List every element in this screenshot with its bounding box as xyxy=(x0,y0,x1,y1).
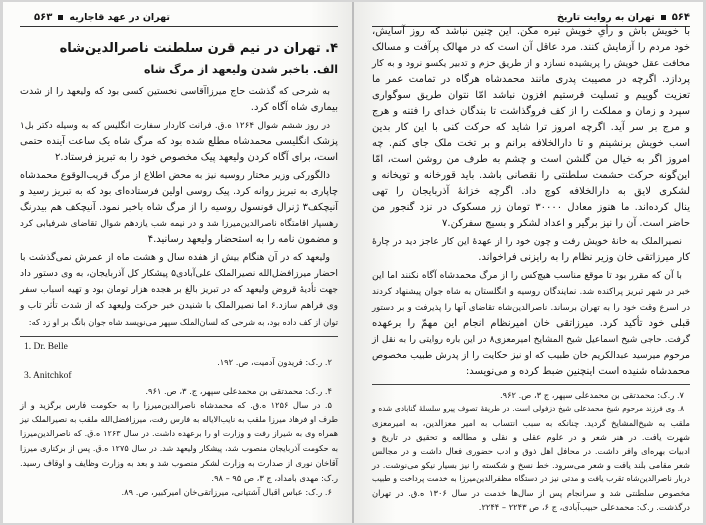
text-line: احضار میرزافضل‌الله نصیرالملک علی‌آبادی۵ پیشکار کل آذربایجان، به وی دستور داد xyxy=(20,268,338,279)
page-number: ۵۶۳ xyxy=(34,12,53,23)
text-line: اسب خویش برنشینم و تا دارالخلافه برانم و بر تخت ملک جای کنم. چه xyxy=(372,138,690,149)
right-page xyxy=(354,2,703,523)
running-title: تهران به روایت تاریخ xyxy=(557,12,655,23)
text-line: خود مردم را آزمایش کنند. مرد عاقل آن است که در مهالک پرآفت و مسالک xyxy=(372,42,690,53)
text-line: گرفت. حاجی شیخ اسماعیل شیخ المشایخ امیرمعزی۸ در این باره روایتی را به نقل از xyxy=(372,335,691,345)
text-line: و مضمون نامه را به استحضار ولیعهد رسانید.۴ xyxy=(147,234,338,245)
text-line: رهسپار اقامتگاه ناصرالدین‌میرزا شد و در نیمه شب یازدهم شوال تقاضای شرفیابی کرد xyxy=(20,219,338,229)
footnote-line: ۸. وی فرزند مرحوم شیخ محمدعلی شیخ دزفولی است. در طریقهٔ تصوف پیرو سلسلهٔ گنابادی شده و xyxy=(372,404,684,413)
text-line: به شرحی که گذشت حاج میرزاآقاسی نخستین کسی بود که ولیعهد را از شدت xyxy=(20,86,330,97)
paragraph xyxy=(20,118,338,166)
footnote xyxy=(372,402,690,514)
header-square-ornament xyxy=(58,15,63,20)
text-line: آنیچکف۳ ژنرال قونسول روسیه را از مرگ شاه باخبر نمود. آنیچکف هم بیدرنگ xyxy=(20,202,338,213)
footnote-line: همراه وی به شیراز رفت و وزارت او را برعهده داشت. در سال ۱۲۶۳ ه.ق. که ناصرالدین‌میرزا xyxy=(20,429,339,438)
text-line: پردازد. اگرچه در مصیبت پدری مانند محمدشاه هرگاه در تمامت عمر ما xyxy=(372,74,690,85)
footnote-rule xyxy=(372,384,690,385)
text-line: کار میرزاتقی خان وزیر نظام را به رایزنی فراخواند. xyxy=(478,252,690,263)
text-line: لشکری لایق به دارالخلافه کوچ داد. اگرچه خزانهٔ آذربایجان را تهی xyxy=(372,186,690,197)
footnote-line: 3. Anitchkof xyxy=(24,371,72,381)
page-number: ۵۶۴ xyxy=(671,12,690,23)
text-line: در روز ششم شوال ۱۲۶۴ ه.ق. فرانت کاردار سفارت انگلیس که به وسیله دکتر بل۱ xyxy=(20,121,330,131)
text-line: قبلی خود تأکید کرد. میرزاتقی خان امیرنظام انجام این مهمّ را برعهده xyxy=(372,318,690,329)
footnote-line: شهرت یافت. در هنر شعر و در علوم عقلی و نقلی و مطالعه و تحقیق در تاریخ و xyxy=(372,432,690,442)
left-page-body xyxy=(20,84,338,330)
footnote xyxy=(20,355,338,370)
text-line: خبر در شهر تبریز پراکنده شد. نمایندگان روسیه و انگلستان به شاه جوان پیشنهاد کردند xyxy=(372,287,690,297)
text-line: با آن که مقرر بود تا موقع مناسب هیچ‌کس را از مرگ محمدشاه آگاه نکنند اما این xyxy=(372,270,682,281)
text-line: دالگورکی وزیر مختار روسیه نیز به محض اطلاع از مرگ قریب‌الوقوع محمدشاه xyxy=(20,170,330,181)
footnote-line: 1. Dr. Belle xyxy=(24,342,68,352)
text-line: این‌گونه حرکت حشمت سلطنتی را نقصانی باشد. باید قورخانه و توپخانه و xyxy=(372,170,690,181)
text-line: در اسرع وقت خود را به تهران برساند. ناصرالدین‌شاه تقاضای آنها را پذیرفت و بر دستور xyxy=(372,303,690,313)
text-line: و مرج بر سر آید. اگرچه امروز ترا شاید که حرکت کنی با این کار بدین xyxy=(372,122,690,133)
footnote xyxy=(20,485,338,500)
footnote xyxy=(372,388,690,402)
subsection-heading: الف. باخبر شدن ولیعهد از مرگ شاه xyxy=(144,63,338,76)
text-line: با خویش باش و رأیِ خویش تیره مکن. این چنین نباشد که روز آسایش، xyxy=(372,26,690,37)
footnote xyxy=(20,369,338,384)
text-line: چاپاری به تبریز روانه کرد. پیک روسی اولین فرستاده‌ای بود که به تبریز رسید و xyxy=(20,186,338,197)
footnote-line: آقاخان نوری از صدارت به وزارت لشکر منصوب شد و بعد به وزارت وظایف و اوقاف رسید. xyxy=(20,458,338,468)
footnote-line: به حکومت آذربایجان منصوب شد، پیشکار ولیعهد شد. در سال ۱۲۷۵ ه.ق. پس از برکناری میرزا xyxy=(20,443,338,453)
footnote-line: ملقب به شیخ‌المشایخ گردید. چنانکه به سبب انتساب به امیر معزالدین، به امیرمعزی xyxy=(372,418,690,428)
footnote-line: ۷. ر.ک: محمدتقی بن محمدعلی سپهر، ج ۳، ص. ۹۶۲. xyxy=(500,390,684,400)
text-line: سپرد و زمان و مملکت را از کف فروگذاشت تا بندگان خدای را فتنه و هرج xyxy=(372,106,690,117)
running-header xyxy=(20,10,338,25)
paragraph xyxy=(372,268,690,380)
text-line: نصیرالملک به خانهٔ خویش رفت و چون خود را از عهدهٔ این کار عاجز دید در چارهٔ xyxy=(372,236,682,247)
text-line: توان از کف داده بود، به شرحی که لسان‌الملک سپهر می‌نویسد شاه جوان بانگ بر او زد که: xyxy=(28,317,338,327)
footnote xyxy=(20,398,338,485)
text-line: حاضر است. آن را نیز برگیر و اعداد لشکر و بسیج سفرکن.۷ xyxy=(442,218,690,229)
text-line: تعزیت گوییم و تسلیت فرستیم افزون نباشد امّا نتوان طریق سوگواری xyxy=(372,90,690,101)
left-page-footnotes xyxy=(20,340,338,500)
paragraph xyxy=(20,168,338,248)
book-spread xyxy=(3,2,703,523)
footnote-line: مخصوص سلطنتی شد و سرانجام پس از سال‌ها خدمت در سال ۱۳۰۶ ه.ق. در تهران xyxy=(372,488,690,498)
header-rule xyxy=(20,26,338,27)
footnote-line: ۲. ر.ک: فریدون آدمیت، ص. ۱۹۲. xyxy=(217,356,332,367)
footnote-line: ادبیات بهره‌ای وافر داشت. در محافل اهل ذوق و ادب حضوری فعال داشت و در مجالس xyxy=(372,446,690,456)
footnote-line: دربار ناصرالدین‌شاه تقرب یافت و مدتی نیز در دستگاه مظفرالدین‌میرزا به خدمت پرداخت و طبیب xyxy=(372,474,690,483)
paragraph xyxy=(372,24,690,232)
right-page-column xyxy=(372,2,690,523)
text-line: وی فراهم سازد.۶ اما نصیرالملک با شنیدن خبر حرکت ولیعهد که از شدت تأثر تاب و xyxy=(20,301,338,311)
text-line: بیماری شاه آگاه کرد. xyxy=(250,102,338,113)
running-header xyxy=(372,10,690,25)
right-page-body xyxy=(372,24,690,380)
left-page xyxy=(3,2,352,523)
text-line: امروز اگر به خیال من گلشن است و چشم به طرف من روشن است، امّا xyxy=(372,154,690,165)
footnote xyxy=(20,340,338,355)
text-line: محمدشاه شنیده است اینچنین ضبط کرده و می‌نویسد: xyxy=(465,366,690,377)
paragraph xyxy=(20,250,338,330)
footnote-line: ۵. در سال ۱۲۵۶ ه.ق. که محمدشاه ناصرالدین‌میرزا را به حکومت فارس برگزید و از xyxy=(20,400,332,410)
paragraph xyxy=(20,84,338,116)
footnote-rule xyxy=(20,336,338,337)
text-line: مرحوم میرسید عبدالکریم خان طبیب که او نیز حکایت را از پدرش طبیب مخصوص xyxy=(372,350,690,361)
footnote-line: ر.ک: مهدی بامداد، ج ۳، ص ۹۵ – ۹۸. xyxy=(211,472,338,483)
text-line: پزشک انگلیسی محمدشاه مطلع شده بود که مرگ شاه یک ساعت آینده حتمی xyxy=(20,136,338,147)
footnote-line: طرف او فرهاد میرزا ملقب به نایب‌الایاله به فارس رفت، میرزافضل‌الله ملقب به نصیرالملک نیز xyxy=(20,414,338,424)
text-line: ینال کرده‌اند. ما هنوز معادل ۳۰۰۰۰ تومان زر مسکوک در نزد گنجور من xyxy=(372,202,690,213)
text-line: است، برای آگاه کردن ولیعهد پیک مخصوص خود را به تبریز فرستاد.۲ xyxy=(55,152,338,163)
footnote-line: درگذشت. ر.ک: محمدعلی حبیب‌آبادی، ج ۶، ص ۲۲۴۳ – ۲۲۴۴. xyxy=(478,502,690,512)
footnote-line: ۴. ر.ک: محمدتقی بن محمدعلی سپهر، ج. ۳، ص. ۹۶۱. xyxy=(145,385,332,396)
header-square-ornament xyxy=(661,15,666,20)
left-page-column xyxy=(20,2,338,523)
footnote xyxy=(20,384,338,399)
footnote-line: ۶. ر.ک: عباس اقبال آشتیانی، میرزاتقی‌خان امیرکبیر، ص. ۸۹. xyxy=(121,487,332,497)
text-line: جهت تأدیهٔ قروض ولیعهد که در تبریز بالغ بر هجده هزار تومان بود و تهیه اسباب سفر xyxy=(20,285,338,295)
section-heading: ۴. تهران در نیم قرن سلطنت ناصرالدین‌شاه xyxy=(59,41,338,56)
paragraph xyxy=(372,234,690,266)
text-line: مخافت عقل خویش را پریشیده نسازد و از طریق حزم و تدبیر یکسو نرود و به کار xyxy=(372,58,690,69)
running-title: تهران در عهد قاجاریه xyxy=(69,12,170,23)
text-line: ولیعهد که در آن هنگام بیش از هفده سال و هشت ماه از عمرش نمی‌گذشت با xyxy=(20,252,330,263)
footnote-line: شعر مقامی بلند یافت و شعر می‌سرود. خط نسخ و شکسته را نیز بسیار نیکو می‌نوشت. در xyxy=(372,460,690,470)
right-page-footnotes xyxy=(372,388,690,514)
